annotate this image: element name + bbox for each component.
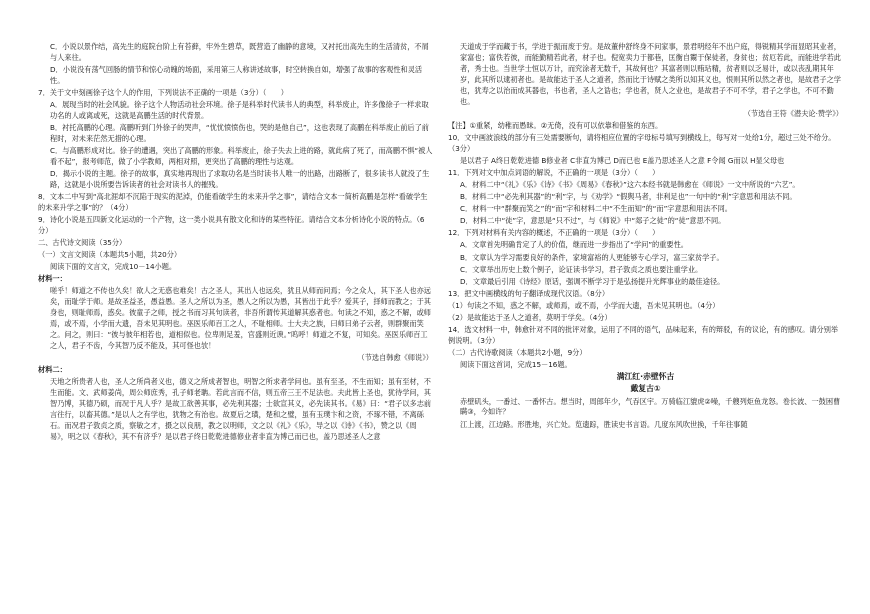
right-paragraph: 天道成于学而藏于书，学进于振而废于穷。是故董仲舒终身不问家事，景君明经年不出户庭，得锐精其学而显昭其业者，家富也；富佚若彼，而能勤精若此者，材子也。倪宽卖力于都巷，匡衡自鬻于保徒者，身贫也；贫厄若此，而能进学若此者，秀士也。当世学士恒以万计，而究涂者无数千，其故何也？其富者则以贿玷精，贫者则以乏易计，或以丧乱期其年岁，此其所以逮初者也。是故能达于圣人之道者，然而比于诗赋之类所以知其义也，恨则其所以然之者也，是故君子之学也，犹寿之以治而成其器也，书也者，圣人之诰也；学也者，贤人之业也，是故君子不可不学，君子之学也，不可不勤也。: [460, 42, 841, 106]
left-paragraph: 天地之所贵者人也，圣人之所尚者义也，德义之所成者智也，明智之所求者学问也。虽有至圣，不生而知；虽有至材，不生而能。文、武师姜尚，周公师庶秀，孔子师老聃。若此言而不信，则五帝三王不足法也。夫此皆上圣也，犹待学问，其智乃博，其德乃硕，而况于凡人乎？是故工欲善其事，必先利其器；士欲宣其义，必先读其书。《易》曰：“君子以多志前言往行，以畜其德。”是以人之有学也，犹物之有治也。故夏后之璜，楚和之璧，虽有玉璞卞和之资，不琢不错，不离砾石。而况君子敦贞之质，察敏之才，摄之以良朋，教之以明师，文之以《礼》《乐》，导之以《诗》《书》，赞之以《周易》，明之以《春秋》，其不有济乎？是以君子终日乾乾进德修业者非直为博己而已也，盖乃思述圣人之意: [50, 377, 432, 441]
right-paragraph: （二）古代诗歌阅读（本题共2小题，9分）: [448, 348, 587, 358]
right-paragraph: 是以君子 A终日乾乾进德 B修业者 C非直为博己 D而已也 E盖乃思述圣人之意 F令闻 G而以 H显父母也: [460, 155, 785, 165]
right-paragraph: B．文章认为学习需要良好的条件，家境富裕的人更能够专心学习，富三家贫学子。: [460, 252, 724, 262]
left-paragraph: B．衬托高鹏的心理。高鹏听到门外徐子的哭声，“忧忧愤愤伤也，哭的是他自己”，这也表现了高鹏在科举废止前后了前程时，对未来茫然无措的心理。: [50, 123, 429, 143]
left-paragraph: （一）文言文阅读（本题共5小题，共20分）: [38, 250, 182, 260]
left-paragraph: D．小说没有荡气回肠的情节和惊心动魄的场面，采用第三人称讲述故事，时空转换自如，增强了故事的客观性和灵活性。: [50, 65, 423, 85]
left-paragraph: （节选自韩愈《师说》）: [357, 353, 433, 363]
left-paragraph: 材料一：: [38, 274, 67, 284]
right-paragraph: 14．选文材料一中，韩愈针对不同的批评对象，运用了不同的语气，品味起来，有的辩驳，有的议论，有的感叹。请分别举例说明。（3分）: [448, 325, 839, 346]
right-paragraph: C．材料一中“群聚而笑之”的“而”字和材料二中“不生而知”的“而”字意思和用法不同。: [460, 204, 732, 214]
right-column: [448, 42, 843, 432]
left-paragraph: 二、古代诗文阅读（35分）: [38, 238, 127, 248]
right-paragraph: 【注】①重紧，幼稚而愚昧。②无倚，没有可以依靠和借鉴的东西。: [448, 120, 663, 130]
left-paragraph: 8．文本二中写到“高北涯却不沉陷于现实的泥淖，仍能看破学生的未来升学之事”，请结合文本一简析高鹏是怎样“看破学生的未来升学之事”的？（4分）: [38, 192, 428, 212]
right-paragraph: 10．文中画波浪线的部分有三处需要断句，请将相应位置的字母标号填写到横线上，每写对一处给1分，超过三处不给分。（3分）: [448, 132, 836, 153]
right-paragraph: D．材料二中“徒”字，意思是“只不过”，与《师说》中“郯子之徒”的“徒”意思不同。: [460, 216, 726, 226]
right-paragraph: （2）是故能达于圣人之道者，莫明于学矣。（4分）: [448, 313, 612, 323]
right-paragraph: A．文章首先明确肯定了人的价值，继而进一步指出了“学问”的重要性。: [460, 240, 688, 250]
right-paragraph: 12．下列对材料有关内容的概述，不正确的一项是（3分）（ ）: [448, 228, 660, 238]
left-paragraph: 9．诗化小说是五四新文化运动的一个产物，这一类小说具有散文化和诗的某些特征。请结合文本分析诗化小说的特点。（6分）: [38, 215, 425, 235]
left-paragraph: 7．关于文中刻画徐子这个人的作用，下列说法不正确的一项是（3分）（ ）: [38, 88, 288, 97]
right-paragraph: 阅读下面这首词，完成15－16题。: [460, 360, 572, 370]
left-paragraph: 嗟乎！师道之不传也久矣！欲人之无惑也难矣！古之圣人，其出人也远矣，犹且从师而问焉；今之众人，其下圣人也亦远矣，而耻学于师。是故圣益圣，愚益愚。圣人之所以为圣，愚人之所以为愚，其皆出于此乎？爱其子，择师而教之；于其身也，则耻师焉，惑矣。彼童子之师，授之书而习其句读者，非吾所谓传其道解其惑者也。句读之不知，惑之不解，或师焉，或不焉，小学而大遗，吾未见其明也。巫医乐师百工之人，不耻相师。士大夫之族，曰师曰弟子云者，则群聚而笑之。问之，则曰：“彼与彼年相若也，道相似也。位卑则足羞，官盛则近谀。”呜呼！师道之不复，可知矣。巫医乐师百工之人，君子不齿，今其智乃反不能及，其可怪也欤！: [50, 286, 431, 350]
left-column: [38, 42, 433, 444]
right-paragraph: B．材料二中“必先利其器”的“利”字，与《劝学》“假舆马者，非利足也”一句中的“利”字意思和用法不同。: [460, 192, 797, 202]
right-paragraph: C．文章举出历史上数个例子，论证读书学习，君子敦贞之质也要注重学业。: [460, 264, 703, 274]
left-paragraph: C．与高鹏形成对比。徐子的遭遇，突出了高鹏的形象。科举废止，徐子失去上进的路，就此病了死了，而高鹏不惧“被人看不起”，报考师范，做了小学教师，两相对照，更突出了高鹏的理性与达观。: [50, 146, 433, 166]
right-paragraph: 13．把文中画横线的句子翻译成现代汉语。（8分）: [448, 288, 610, 298]
right-paragraph: 江上渡，江边路。形胜地，兴亡处。览遗踪，胜读史书言语。几度东风吹世换，千年往事随: [460, 419, 748, 429]
left-paragraph: D．揭示小说的主题。徐子的故事，真实地再现出了求取功名是当时读书人唯一的出路，出路断了，很多读书人就没了生路，这就是小说所要告诉读者的社会对读书人的摧残。: [50, 169, 430, 189]
right-paragraph: （1）句读之不知，惑之不解，或师焉，或不焉，小学而大遗，吾未见其明也。（4分）: [448, 300, 720, 310]
right-paragraph: （节选自王符《潜夫论·赞学》）: [743, 108, 843, 118]
right-paragraph: 11．下列对文中加点词语的解说，不正确的一项是（3分）（ ）: [448, 167, 660, 177]
left-paragraph: C．小说以景作结，高先生的庭院台阶上有苔藓，牢外生碧草，既营造了幽静的意境，又衬托出高先生的生活清贫，不屑与人来往。: [50, 42, 429, 62]
right-paragraph: 戴复古①: [630, 384, 661, 394]
right-paragraph: D．文章最后引用《诗经》原话，强调不断学习于是弘扬提升光辉事业的最佳途径。: [460, 276, 725, 286]
right-paragraph: 满江红·赤壁怀古: [616, 372, 675, 382]
right-paragraph: A．材料二中“《礼》《乐》《诗》《书》《周易》《春秋》”这六本经书就是韩愈在《师说》一文中所说的“六艺”。: [460, 180, 800, 189]
left-paragraph: A．展现当时的社会风貌。徐子这个人物活动社会环境。徐子是科举时代读书人的典型，科举废止，许多像徐子一样求取功名的人或离或死，这就是高鹏生活的时代背景。: [50, 100, 429, 120]
left-paragraph: 材料二：: [38, 365, 67, 375]
right-paragraph: 赤壁矶头，一番过、一番怀古。想当时，周郎年少，气吞区宇。万骑临江貔虎②噪，千艘列炬鱼龙怒。卷长波、一鼓困曹瞒③，今如许？: [460, 396, 841, 417]
left-paragraph: 阅读下面的文言文，完成10－14小题。: [50, 262, 177, 272]
